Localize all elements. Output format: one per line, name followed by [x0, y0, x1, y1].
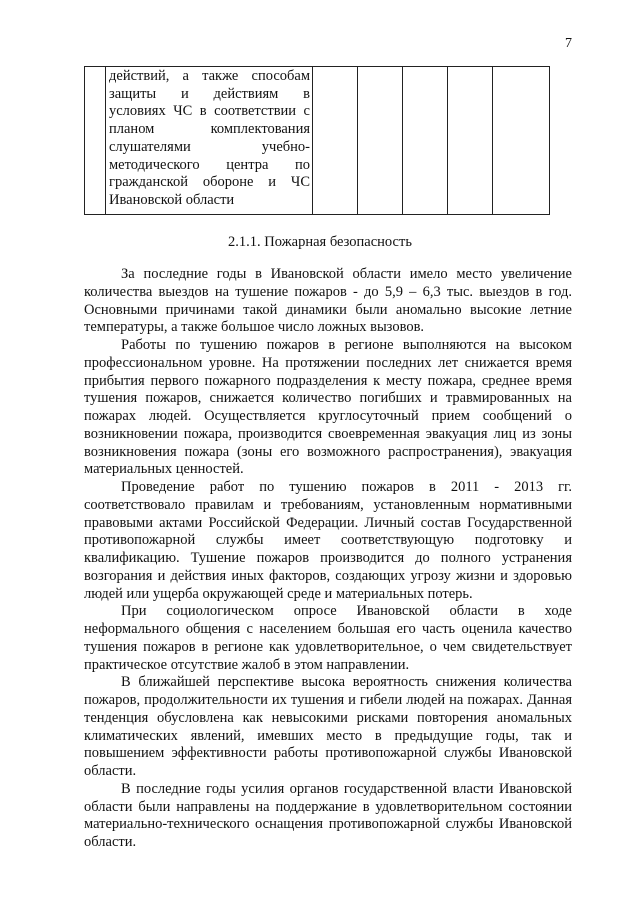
- table-row: [85, 67, 550, 215]
- cell-line: методического центра по: [109, 156, 310, 173]
- paragraph: В ближайшей перспективе высока вероятность снижения количества пожаров, продолжительности их тушения и гибели людей на пожарах. Данная тенденция обусловлена как невысокими рисками повторения аномальных климатических явлений, имевших место в предыдущие годы, так и повышением эффективности работы противопожарной службы Ивановской области.: [84, 674, 572, 779]
- paragraph: В последние годы усилия органов государственной власти Ивановской области были направлены на поддержание в удовлетворительном состоянии материально-технического оснащения противопожарной службы Ивановской области.: [84, 780, 572, 850]
- table-cell-empty: [358, 67, 403, 215]
- paragraph: Работы по тушению пожаров в регионе выполняются на высоком профессиональном уровне. На протяжении последних лет снижается время прибытия первого пожарного подразделения к месту пожара, среднее время тушения пожаров, снижается количество погибших и травмированных на пожарах людей. Осуществляется круглосуточный прием сообщений о возникновении пожара, производится своевременная эвакуация лиц из зоны возникновения пожара (зоны его возможного распространения), эвакуация материальных ценностей.: [84, 337, 572, 478]
- table-cell-description: [106, 67, 313, 215]
- cell-line: Ивановской области: [109, 191, 235, 208]
- body-text: [84, 266, 572, 852]
- paragraph: При социологическом опросе Ивановской области в ходе неформального общения с населением большая его часть оценила качество тушения пожаров в регионе как удовлетворительное, о чем свидетельствует практическое отсутствие жалоб в этом направлении.: [84, 603, 572, 673]
- table-cell-empty: [313, 67, 358, 215]
- table-cell-empty: [493, 67, 550, 215]
- table-cell-number: [85, 67, 106, 215]
- table-continuation: [84, 66, 550, 215]
- cell-line: действий, а также способам: [109, 68, 310, 84]
- paragraph: За последние годы в Ивановской области имело место увеличение количества выездов на тушение пожаров - до 5,9 – 6,3 тыс. выездов в год. Основными причинами такой динамики были аномально высокие летние температуры, а также большое число ложных вызовов.: [84, 266, 572, 336]
- cell-line: слушателями учебно-: [109, 138, 310, 155]
- cell-line: планом комплектования: [109, 121, 310, 138]
- table-cell-empty: [448, 67, 493, 215]
- cell-line: защиты и действиям в: [109, 85, 310, 102]
- table-cell-empty: [403, 67, 448, 215]
- paragraph: Проведение работ по тушению пожаров в 2011 - 2013 гг. соответствовало правилам и требованиям, установленным нормативными правовыми актами Российской Федерации. Личный состав Государственной противопожарной службы имеет соответствующую подготовку и квалификацию. Тушение пожаров производится до полного устранения возгорания и действия иных факторов, создающих угрозу жизни и здоровью людей или ущерба окружающей среде и материальных потерь.: [84, 479, 572, 602]
- section-title: 2.1.1. Пожарная безопасность: [228, 234, 412, 250]
- cell-line: условиях ЧС в соответствии с: [109, 103, 310, 120]
- page-number: 7: [565, 36, 572, 51]
- cell-line: гражданской обороне и ЧС: [109, 174, 310, 191]
